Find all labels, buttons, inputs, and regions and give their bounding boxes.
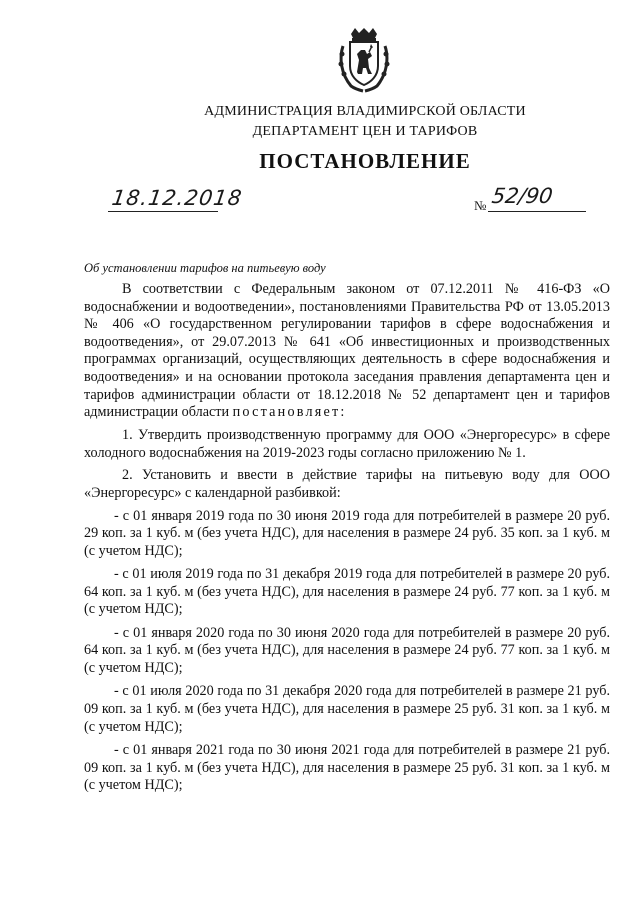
document-body <box>84 281 610 795</box>
document-subject: Об установлении тарифов на питьевую воду <box>84 261 326 275</box>
department-name: ДЕПАРТАМЕНТ ЦЕН И ТАРИФОВ <box>252 124 478 139</box>
coat-of-arms-icon <box>337 28 391 94</box>
resolution-verb: постановляет: <box>232 404 347 421</box>
clause-2: 2. Установить и ввести в действие тарифы на питьевую воду для ООО «Энергоресурс» с календарной разбивкой: <box>84 467 610 501</box>
preamble-text: В соответствии с Федеральным законом от 07.12.2011 № 416-ФЗ «О водоснабжении и водоотведении», постановлениями Правительства РФ от 13.05.2013 № 406 «О государственном регулировании тарифов в сфере водоснабжения и водоотведения», от 29.07.2013 № 641 «Об инвестиционных и производственных программах организаций, осуществляющих деятельность в сфере водоснабжения и водоотведения» и на основании протокола заседания правления департамента цен и тарифов администрации области от 18.12.2018 № 52 департамент цен и тарифов администрации области <box>84 281 610 421</box>
number-underline <box>488 211 586 212</box>
document-date: 18.12.2018 <box>110 186 244 210</box>
tariff-period: - с 01 января 2020 года по 30 июня 2020 года для потребителей в размере 20 руб. 64 коп. за 1 куб. м (без учета НДС), для населения в размере 24 руб. 77 коп. за 1 куб. м (с учетом НДС); <box>84 624 610 677</box>
clause-1: 1. Утвердить производственную программу для ООО «Энергоресурс» в сфере холодного водоснабжения на 2019-2023 годы согласно приложению № 1. <box>84 426 610 461</box>
organization-name: АДМИНИСТРАЦИЯ ВЛАДИМИРСКОЙ ОБЛАСТИ <box>204 104 526 119</box>
tariff-period: - с 01 января 2021 года по 30 июня 2021 года для потребителей в размере 21 руб. 09 коп. за 1 куб. м (без учета НДС), для населения в размере 25 руб. 31 коп. за 1 куб. м (с учетом НДС); <box>84 742 610 794</box>
number-label: № <box>474 198 487 213</box>
document-type-title: ПОСТАНОВЛЕНИЕ <box>259 149 471 173</box>
document-number: 52/90 <box>490 184 555 208</box>
tariff-period: - с 01 июля 2020 года по 31 декабря 2020 года для потребителей в размере 21 руб. 09 коп. за 1 куб. м (без учета НДС), для населения в размере 25 руб. 31 коп. за 1 куб. м (с учетом НДС); <box>84 683 610 735</box>
date-underline <box>108 211 218 212</box>
tariff-period: - с 01 июля 2019 года по 31 декабря 2019 года для потребителей в размере 20 руб. 64 коп. за 1 куб. м (без учета НДС), для населения в размере 24 руб. 77 коп. за 1 куб. м (с учетом НДС); <box>84 566 610 618</box>
tariff-period: - с 01 января 2019 года по 30 июня 2019 года для потребителей в размере 20 руб. 29 коп. за 1 куб. м (без учета НДС), для населения в размере 24 руб. 35 коп. за 1 куб. м (с учетом НДС); <box>84 507 610 559</box>
preamble-paragraph <box>84 281 610 422</box>
